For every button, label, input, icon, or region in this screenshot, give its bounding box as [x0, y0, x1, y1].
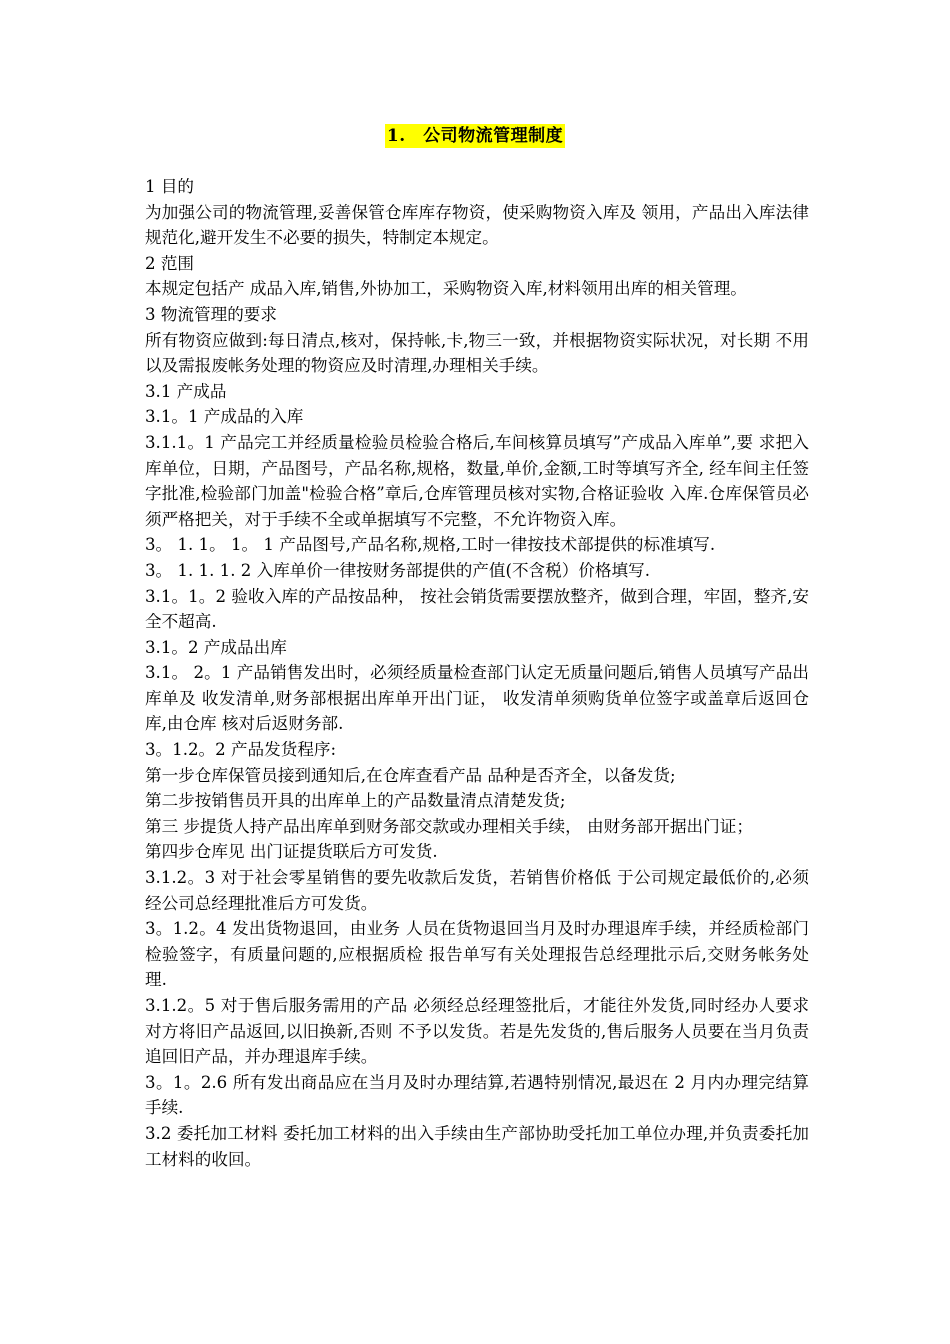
paragraph: 3。 1. 1. 1. 2 入库单价一律按财务部提供的产值(不含税）价格填写. [145, 560, 650, 580]
paragraph: 3。1.2。4 发出货物退回，由业务 人员在货物退回当月及时办理退库手续，并经质检部门检验签字，有质量问题的,应根据质检 报告单写有关处理报告总经理批示后,交财务帐务处理. [145, 919, 809, 990]
section-heading: 3.1。1 产成品的入库 [145, 407, 304, 427]
paragraph: 3.2 委托加工材料 委托加工材料的出入手续由生产部协助受托加工单位办理,并负责委托加工材料的收回。 [145, 1123, 809, 1169]
section-heading: 2 范围 [145, 253, 195, 273]
paragraph: 第一步仓库保管员接到通知后,在仓库查看产品 品种是否齐全，以备发货; [145, 765, 676, 785]
title-container [0, 124, 950, 148]
paragraph: 3。 1. 1。 1。 1 产品图号,产品名称,规格,工时一律按技术部提供的标准填写. [145, 535, 716, 555]
paragraph: 本规定包括产 成品入库,销售,外协加工，采购物资入库,材料领用出库的相关管理。 [145, 279, 747, 299]
paragraph: 第二步按销售员开具的出库单上的产品数量清点清楚发货; [145, 791, 566, 811]
paragraph: 3。1.2。2 产品发货程序: [145, 740, 337, 760]
paragraph: 第三 步提货人持产品出库单到财务部交款或办理相关手续， 由财务部开据出门证； [145, 816, 753, 836]
section-heading: 3.1。2 产成品出库 [145, 637, 287, 657]
paragraph: 3.1。1。2 验收入库的产品按品种， 按社会销货需要摆放整齐，做到合理，牢固，整齐,安全不超高. [145, 586, 809, 632]
paragraph: 3.1.2。3 对于社会零星销售的要先收款后发货，若销售价格低 于公司规定最低价的,必须经公司总经理批准后方可发货。 [145, 868, 809, 913]
document-title: 1. 公司物流管理制度 [386, 126, 564, 146]
paragraph: 3。1。2.6 所有发出商品应在当月及时办理结算,若遇特别情况,最迟在 2 月内办理完结算手续. [145, 1072, 809, 1118]
paragraph: 为加强公司的物流管理,妥善保管仓库库存物资，使采购物资入库及 领用，产品出入库法律规范化,避开发生不必要的损失，特制定本规定。 [145, 202, 809, 248]
paragraph: 3.1。 2。1 产品销售发出时，必须经质量检查部门认定无质量问题后,销售人员填写产品出库单及 收发清单,财务部根据出库单开出门证， 收发清单须购货单位签字或盖章后返回仓库,由仓库 核对后返财务部. [145, 663, 809, 734]
paragraph: 3.1.2。5 对于售后服务需用的产品 必须经总经理签批后，才能往外发货,同时经办人要求对方将旧产品返回,以旧换新,否则 不予以发货。若是先发货的,售后服务人员要在当月负责追回旧产品，并办理退库手续。 [145, 996, 809, 1067]
document-body [145, 174, 809, 1172]
section-heading: 3.1 产成品 [145, 381, 227, 401]
paragraph: 所有物资应做到:每日清点,核对，保持帐,卡,物三一致，并根据物资实际状况，对长期 不用以及需报废帐务处理的物资应及时清理,办理相关手续。 [145, 330, 809, 376]
section-heading: 1 目的 [145, 177, 195, 196]
paragraph: 3.1.1。1 产品完工并经质量检验员检验合格后,车间核算员填写”产成品入库单”,要 求把入库单位，日期，产品图号，产品名称,规格，数量,单价,金额,工时等填写齐全, 经车间主任签字批准,检验部门加盖"检验合格”章后,仓库管理员核对实物,合格证验收 入库.仓库保管员必须严格把关，对于手续不全或单据填写不完整，不允许物资入库。 [145, 432, 809, 529]
section-heading: 3 物流管理的要求 [145, 304, 277, 324]
paragraph: 第四步仓库见 出门证提货联后方可发货. [145, 842, 438, 862]
